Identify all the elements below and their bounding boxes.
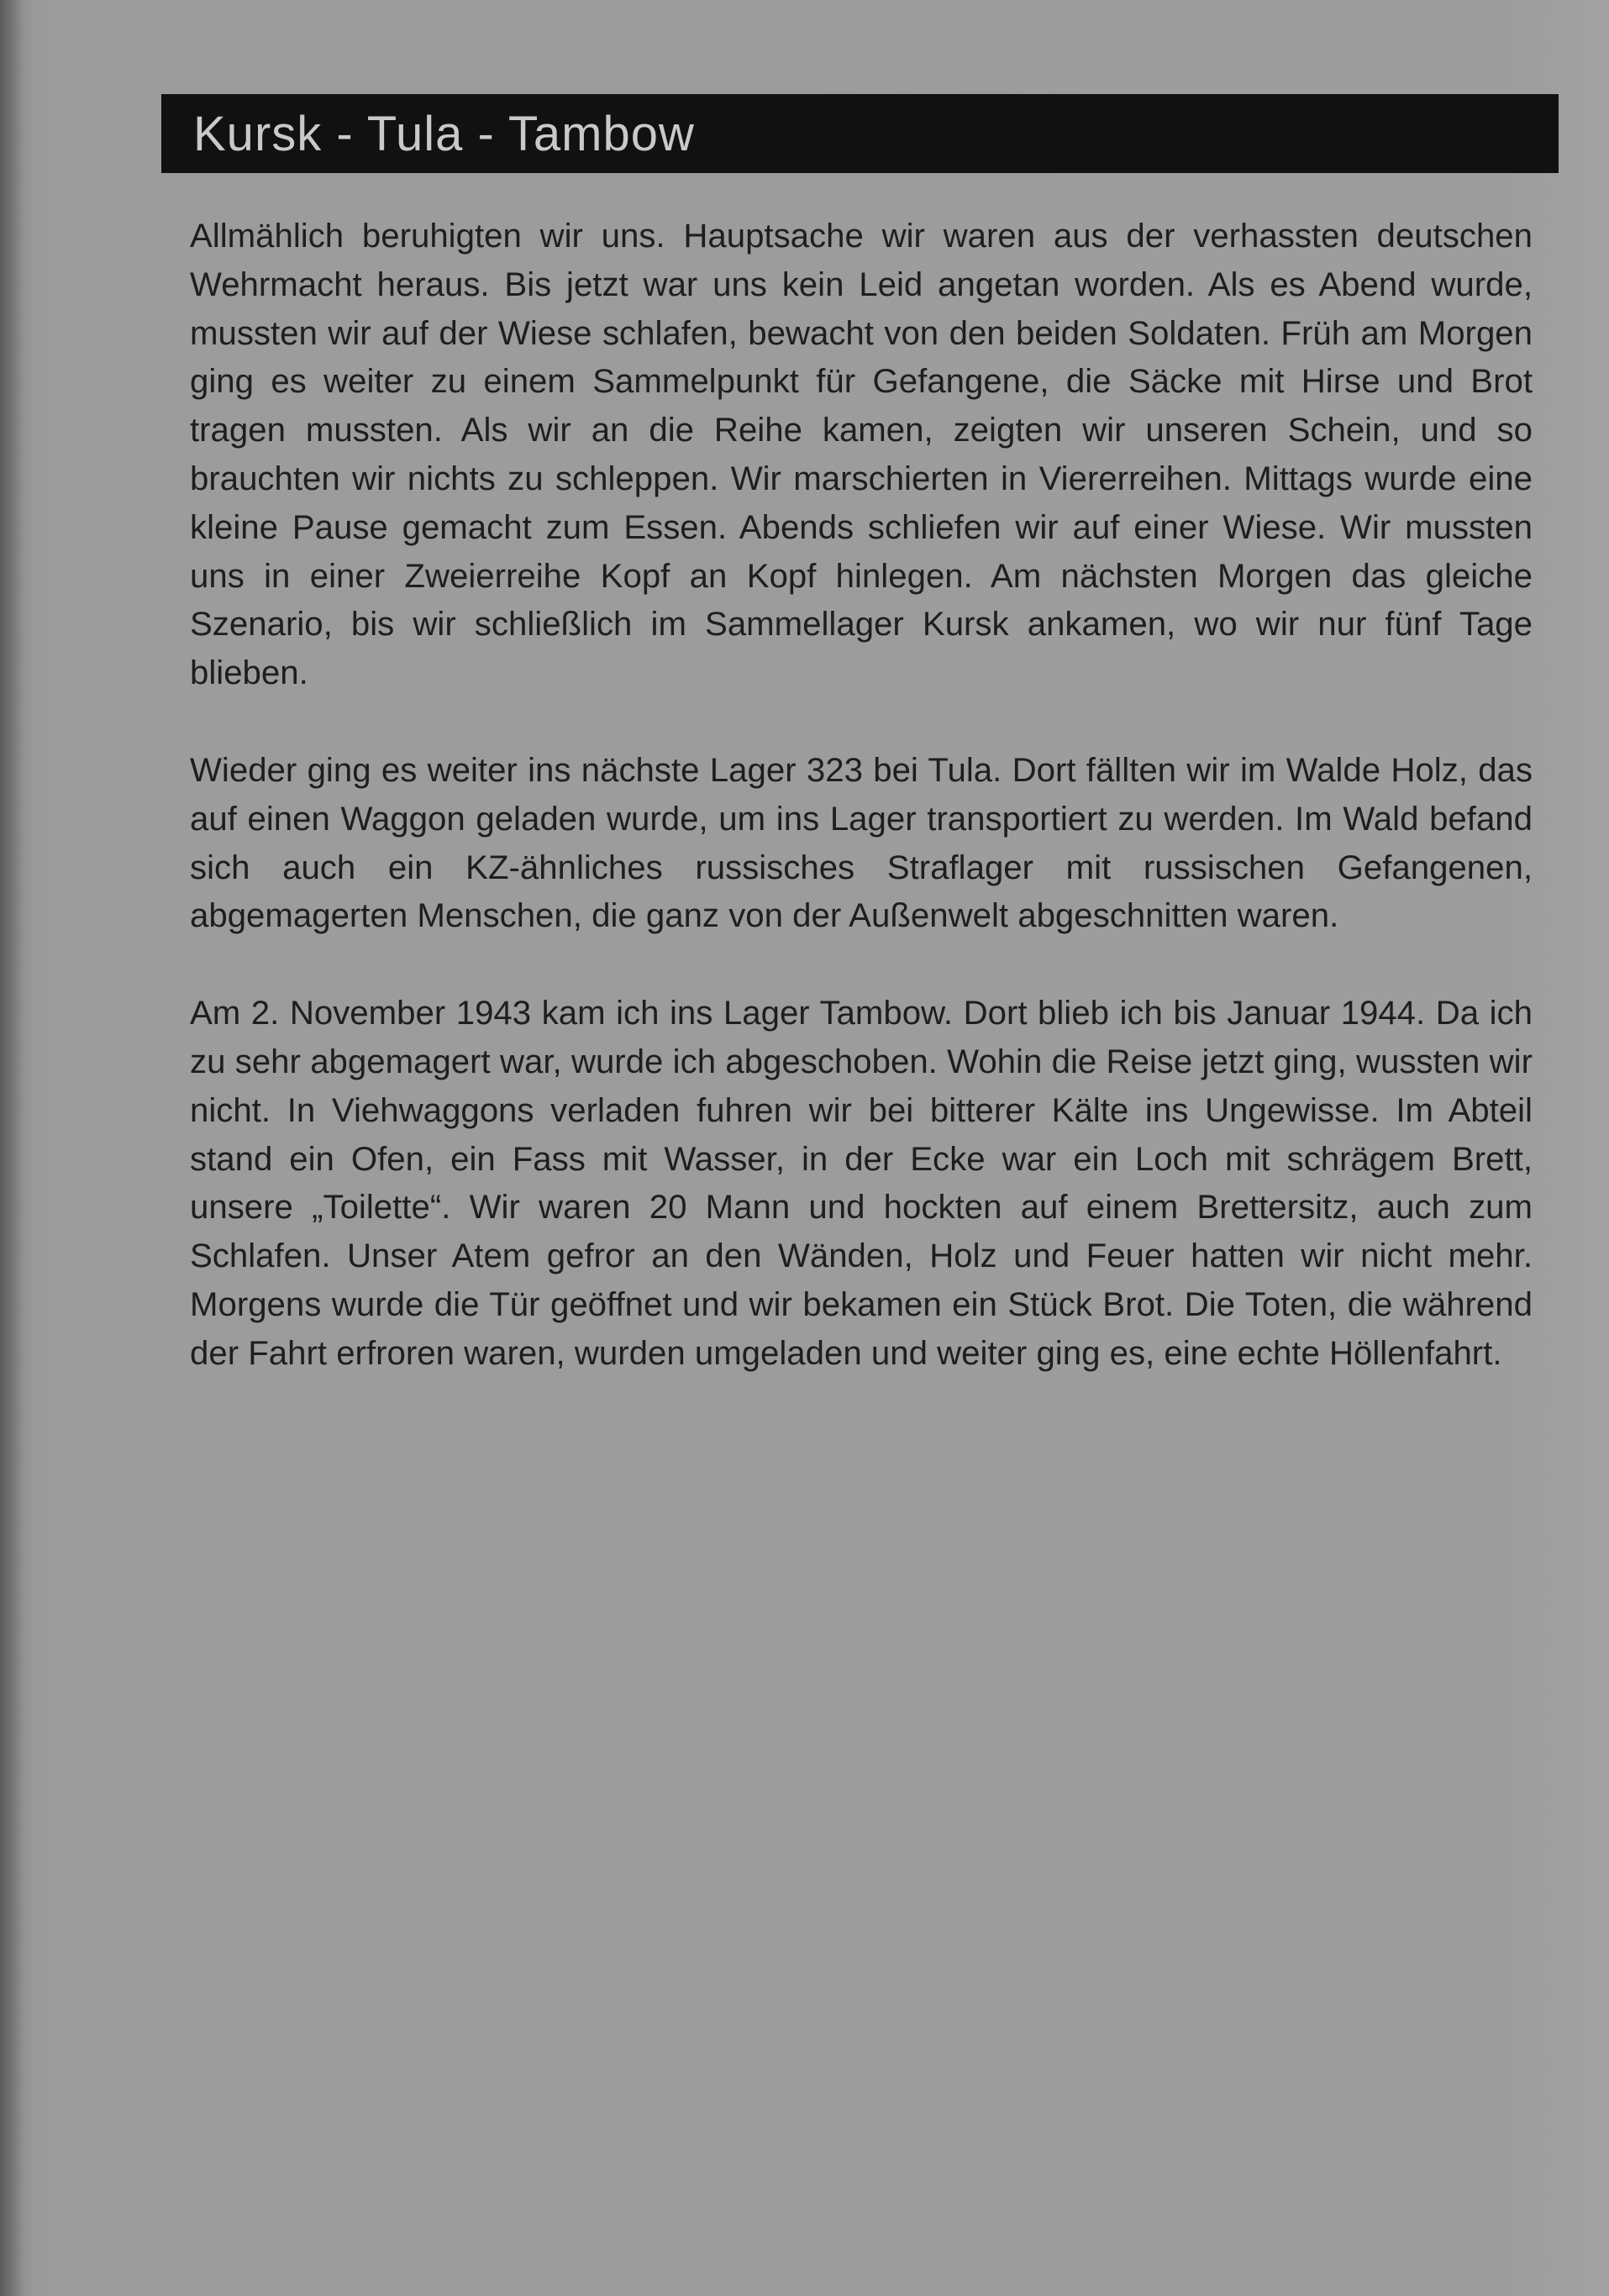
body-text (190, 212, 1533, 1426)
chapter-title: Kursk - Tula - Tambow (193, 107, 695, 161)
chapter-title-bar (161, 94, 1559, 173)
paragraph-2: Wieder ging es weiter ins nächste Lager 323 bei Tula. Dort fällten wir im Walde Holz, das auf einen Waggon geladen wurde, um ins Lager transportiert zu werden. Im Wald befand sich auch ein KZ-ähnliches russisches Straflager mit russischen Gefangenen, abgemagerten Menschen, die ganz von der Außenwelt abgeschnitten waren. (190, 750, 1533, 935)
paragraph-3: Am 2. November 1943 kam ich ins Lager Tambow. Dort blieb ich bis Januar 1944. Da ich zu sehr abgemagert war, wurde ich abgeschoben. Wohin die Reise jetzt ging, wussten wir nicht. In Viehwaggons verladen fuhren wir bei bitterer Kälte ins Ungewisse. Im Abteil stand ein Ofen, ein Fass mit Wasser, in der Ecke war ein Loch mit schrägem Brett, unsere „Toilette“. Wir waren 20 Mann und hockten auf einem Brettersitz, auch zum Schlafen. Unser Atem gefror an den Wänden, Holz und Feuer hatten wir nicht mehr. Morgens wurde die Tür geöffnet und wir bekamen ein Stück Brot. Die Toten, die während der Fahrt erfroren waren, wurden umgeladen und weiter ging es, eine echte Höllenfahrt. (190, 994, 1533, 1372)
paragraph-1: Allmählich beruhigten wir uns. Hauptsache wir waren aus der verhassten deutschen Wehrmacht heraus. Bis jetzt war uns kein Leid angetan worden. Als es Abend wurde, mussten wir auf der Wiese schlafen, bewacht von den beiden Soldaten. Früh am Morgen ging es weiter zu einem Sammelpunkt für Gefangene, die Säcke mit Hirse und Brot tragen mussten. Als wir an die Reihe kamen, zeigten wir unseren Schein, und so brauchten wir nichts zu schleppen. Wir marschierten in Viererreihen. Mittags wurde eine kleine Pause gemacht zum Essen. Abends schliefen wir auf einer Wiese. Wir mussten uns in einer Zweierreihe Kopf an Kopf hinlegen. Am nächsten Morgen das gleiche Szenario, bis wir schließlich im Sammellager Kursk ankamen, wo wir nur fünf Tage blieben. (190, 217, 1533, 692)
binding-shadow (0, 0, 22, 2296)
